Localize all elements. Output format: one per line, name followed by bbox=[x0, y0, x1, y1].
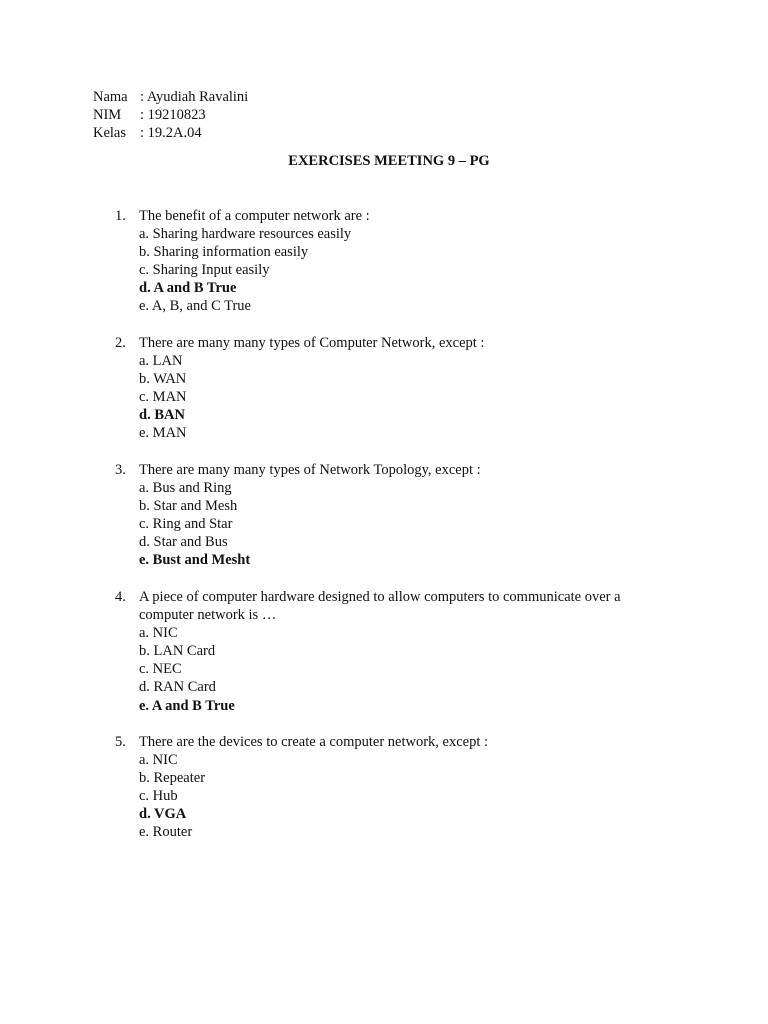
option-e: e. MAN bbox=[139, 425, 187, 442]
option-a: a. NIC bbox=[139, 752, 178, 769]
option-a: a. LAN bbox=[139, 353, 183, 370]
option-a: a. Sharing hardware resources easily bbox=[139, 226, 352, 243]
question-body bbox=[139, 733, 675, 842]
nim-label: NIM bbox=[93, 107, 122, 123]
option-b: b. Star and Mesh bbox=[139, 498, 238, 515]
question-1 bbox=[115, 207, 675, 316]
page-title: EXERCISES MEETING 9 – PG bbox=[288, 153, 490, 169]
question-number: 2. bbox=[115, 335, 126, 351]
name-value: : Ayudiah Ravalini bbox=[140, 89, 249, 105]
question-body bbox=[139, 461, 675, 570]
option-e-answer: e. A and B True bbox=[139, 697, 235, 714]
option-e: e. Router bbox=[139, 824, 193, 841]
question-body bbox=[139, 334, 675, 443]
option-b: b. Sharing information easily bbox=[139, 244, 309, 261]
question-text: A piece of computer hardware designed to allow computers to communicate over a computer network is … bbox=[139, 589, 621, 624]
nim-value: : 19210823 bbox=[140, 107, 206, 123]
option-e: e. A, B, and C True bbox=[139, 298, 251, 315]
option-b: b. WAN bbox=[139, 371, 187, 388]
question-body bbox=[139, 588, 675, 715]
option-a: a. Bus and Ring bbox=[139, 480, 232, 497]
question-text: There are many many types of Network Topology, except : bbox=[139, 462, 481, 478]
question-3 bbox=[115, 461, 675, 570]
class-label: Kelas bbox=[93, 125, 127, 141]
question-text: The benefit of a computer network are : bbox=[139, 208, 370, 224]
option-e-answer: e. Bust and Mesht bbox=[139, 552, 251, 569]
question-number: 5. bbox=[115, 734, 126, 750]
class-value: : 19.2A.04 bbox=[140, 125, 202, 141]
question-2 bbox=[115, 334, 675, 443]
option-d-answer: d. A and B True bbox=[139, 280, 237, 297]
option-b: b. Repeater bbox=[139, 770, 206, 787]
question-body bbox=[139, 207, 675, 316]
option-d: d. RAN Card bbox=[139, 679, 216, 696]
option-c: c. Ring and Star bbox=[139, 516, 233, 533]
option-b: b. LAN Card bbox=[139, 643, 216, 660]
option-d-answer: d. VGA bbox=[139, 806, 187, 823]
option-c: c. Hub bbox=[139, 788, 178, 805]
option-c: c. NEC bbox=[139, 661, 182, 678]
name-label: Nama bbox=[93, 89, 128, 105]
question-text: There are many many types of Computer Network, except : bbox=[139, 335, 485, 351]
class-row bbox=[93, 124, 248, 142]
question-text: There are the devices to create a computer network, except : bbox=[139, 734, 489, 750]
student-identity bbox=[93, 88, 248, 142]
question-5 bbox=[115, 733, 675, 842]
question-number: 4. bbox=[115, 589, 126, 605]
option-a: a. NIC bbox=[139, 625, 178, 642]
option-d-answer: d. BAN bbox=[139, 407, 185, 424]
option-d: d. Star and Bus bbox=[139, 534, 228, 551]
question-number: 3. bbox=[115, 462, 126, 478]
name-row bbox=[93, 88, 248, 106]
question-4 bbox=[115, 588, 675, 715]
option-c: c. MAN bbox=[139, 389, 187, 406]
question-number: 1. bbox=[115, 208, 126, 224]
option-c: c. Sharing Input easily bbox=[139, 262, 270, 279]
nim-row bbox=[93, 106, 248, 124]
